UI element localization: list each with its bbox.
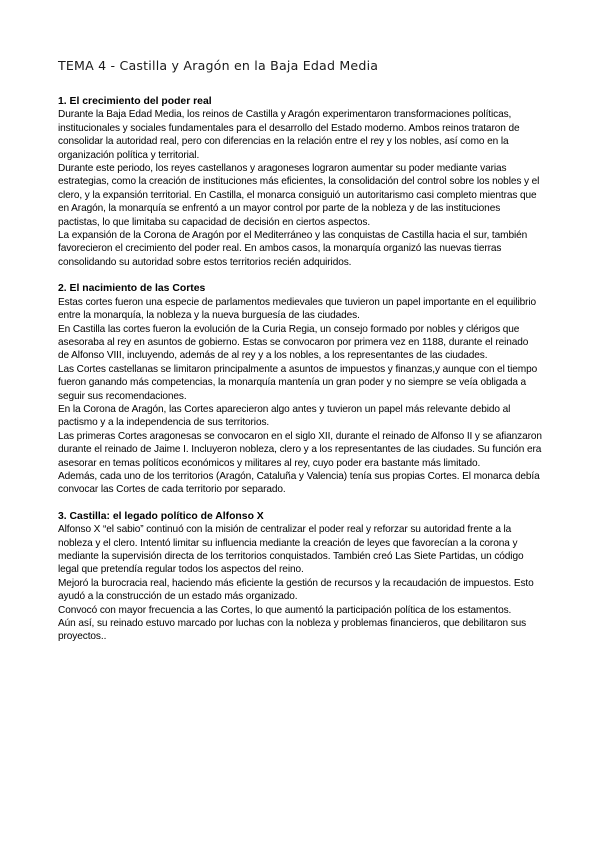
paragraph: Estas cortes fueron una especie de parlamentos medievales que tuvieron un papel importante en el equilibrio entre la monarquía, la nobleza y la nueva burguesía de las ciudades. — [58, 296, 537, 322]
document-title: TEMA 4 - Castilla y Aragón en la Baja Edad Media — [58, 58, 379, 73]
paragraph: La expansión de la Corona de Aragón por el Mediterráneo y las conquistas de Castilla hacia el sur, también favorecieron el crecimiento del poder real. En ambos casos, la monarquía organizó las nuevas tierras consolidando su autoridad sobre estos territorios recién adquiridos. — [58, 230, 528, 268]
paragraph: En Castilla las cortes fueron la evolución de la Curia Regia, un consejo formado por nobles y clérigos que asesoraba al rey en asuntos de gobierno. Estas se convocaron por primera vez en 1188, durante el reinado de Alfonso VIII, incluyendo, además de al rey y a los nobles, a los representantes de las ciudades. — [58, 323, 529, 362]
paragraph: Las primeras Cortes aragonesas se convocaron en el siglo XII, durante el reinado de Alfonso II y se afianzaron durante el reinado de Jaime I. Incluyeron nobleza, clero y a los representantes de las ciudades. Su función era asesorar en temas políticos económicos y militares al rey, cuyo poder era bastante más limitado. — [58, 430, 542, 469]
section-2 — [58, 282, 542, 497]
paragraph: Mejoró la burocracia real, haciendo más eficiente la gestión de recursos y la recaudación de impuestos. Esto ayudó a la construcción de un estado más organizado. — [58, 577, 534, 603]
paragraph: Alfonso X “el sabio” continuó con la misión de centralizar el poder real y reforzar su autoridad frente a la nobleza y el clero. Intentó limitar su influencia mediante la creación de leyes que favorecían a la corona y mediante la supervisión directa de los territorios conquistados. También creó Las Siete Partidas, un código legal que pretendía regular todos los aspectos del reino. — [58, 524, 524, 576]
section-heading: 2. El nacimiento de las Cortes — [58, 283, 206, 295]
paragraph: Las Cortes castellanas se limitaron principalmente a asuntos de impuestos y finanzas,y aunque con el tiempo fueron ganando más competencias, la monarquía mantenía un gran poder y no siempre se veía obligada a seguir sus recomendaciones. — [58, 363, 538, 402]
paragraph: Durante la Baja Edad Media, los reinos de Castilla y Aragón experimentaron transformaciones políticas, institucionales y sociales fundamentales para el desarrollo del Estado moderno. Ambos reinos trataron de consolidar la autoridad real, pero con diferencias en la relación entre el rey y los nobles, así como en la organización política y territorial. — [58, 109, 520, 161]
paragraph: Convocó con mayor frecuencia a las Cortes, lo que aumentó la participación política de los estamentos. — [58, 604, 512, 616]
section-heading: 3. Castilla: el legado político de Alfonso X — [58, 510, 264, 522]
section-1 — [58, 95, 542, 269]
section-3 — [58, 510, 542, 644]
paragraph: Además, cada uno de los territorios (Aragón, Cataluña y Valencia) tenía sus propias Cortes. El monarca debía convocar las Cortes de cada territorio por separado. — [58, 470, 540, 496]
paragraph: En la Corona de Aragón, las Cortes aparecieron algo antes y tuvieron un papel más relevante debido al pactismo y a la independencia de sus territorios. — [58, 403, 511, 429]
section-heading: 1. El crecimiento del poder real — [58, 96, 212, 107]
paragraph: Aún así, su reinado estuvo marcado por luchas con la nobleza y problemas financieros, que debilitaron sus proyectos.. — [58, 618, 527, 643]
paragraph: Durante este periodo, los reyes castellanos y aragoneses lograron aumentar su poder mediante varias estrategias, como la creación de instituciones más eficientes, la consolidación del control sobre los nobles y el clero, y la expansión territorial. En Castilla, el monarca consiguió un autoritarismo casi completo mientras que en Aragón, la monarquía se enfrentó a un mayor control por parte de la nobleza y de las instituciones pactistas, lo que limitaba su capacidad de decisión en ciertos aspectos. — [58, 163, 540, 228]
